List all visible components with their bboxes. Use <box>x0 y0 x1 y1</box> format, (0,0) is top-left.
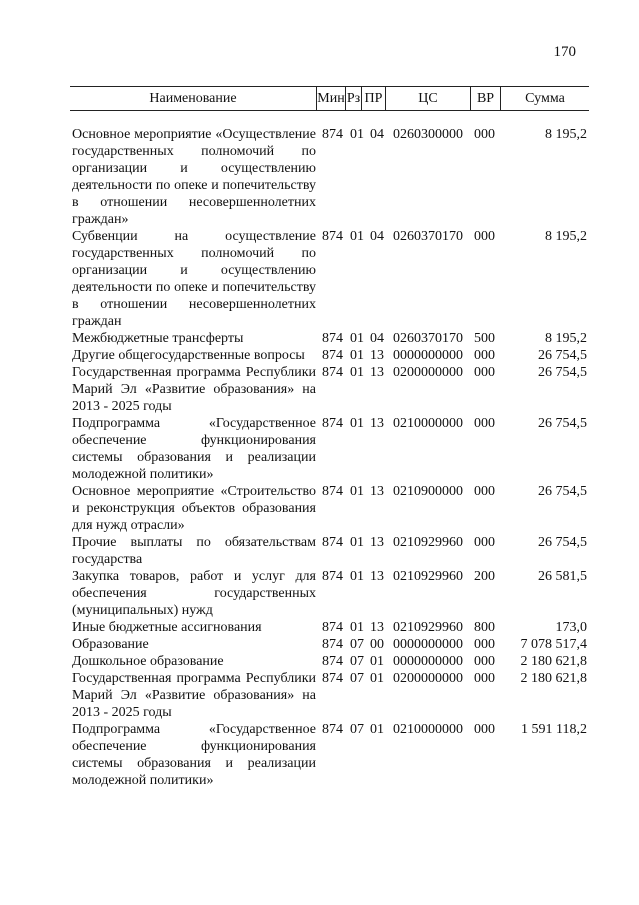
row-rz: 01 <box>350 348 364 363</box>
row-sum: 26 581,5 <box>538 569 587 584</box>
table-row <box>72 721 587 789</box>
table-row <box>72 415 587 483</box>
row-rz: 07 <box>350 654 364 669</box>
table-row <box>72 534 587 568</box>
row-vr: 000 <box>474 535 495 550</box>
row-cs: 0000000000 <box>393 654 463 669</box>
table-row <box>72 330 587 347</box>
row-pr: 13 <box>370 620 384 635</box>
row-sum: 2 180 621,8 <box>520 654 587 669</box>
row-min: 874 <box>322 127 343 142</box>
row-min: 874 <box>322 569 343 584</box>
row-name: Подпрограмма «Государственное обеспечение функционирования системы образования и реализации молодежной политики» <box>72 722 316 788</box>
row-cs: 0000000000 <box>393 348 463 363</box>
row-pr: 13 <box>370 569 384 584</box>
row-sum: 1 591 118,2 <box>521 722 587 737</box>
table-row <box>72 568 587 619</box>
row-vr: 000 <box>474 654 495 669</box>
table-row <box>72 636 587 653</box>
row-min: 874 <box>322 654 343 669</box>
row-name: Государственная программа Республики Марий Эл «Развитие образования» на 2013 - 2025 годы <box>72 671 316 720</box>
row-sum: 8 195,2 <box>545 229 587 244</box>
row-sum: 26 754,5 <box>538 348 587 363</box>
row-cs: 0210929960 <box>393 535 463 550</box>
row-pr: 04 <box>370 127 384 142</box>
row-min: 874 <box>322 348 343 363</box>
row-vr: 000 <box>474 127 495 142</box>
table-row <box>72 483 587 534</box>
row-min: 874 <box>322 535 343 550</box>
page-number: 170 <box>553 44 576 60</box>
row-min: 874 <box>322 620 343 635</box>
row-vr: 500 <box>474 331 495 346</box>
row-cs: 0210900000 <box>393 484 463 499</box>
table-row <box>72 619 587 636</box>
row-name: Иные бюджетные ассигнования <box>72 620 262 635</box>
row-vr: 000 <box>474 365 495 380</box>
row-pr: 01 <box>370 722 384 737</box>
row-name: Государственная программа Республики Марий Эл «Развитие образования» на 2013 - 2025 годы <box>72 365 316 414</box>
row-min: 874 <box>322 671 343 686</box>
row-vr: 000 <box>474 722 495 737</box>
row-min: 874 <box>322 365 343 380</box>
row-vr: 800 <box>474 620 495 635</box>
row-pr: 13 <box>370 535 384 550</box>
row-pr: 04 <box>370 331 384 346</box>
row-vr: 000 <box>474 416 495 431</box>
row-rz: 01 <box>350 569 364 584</box>
row-name: Подпрограмма «Государственное обеспечение функционирования системы образования и реализации молодежной политики» <box>72 416 316 482</box>
row-rz: 07 <box>350 671 364 686</box>
row-cs: 0210929960 <box>393 620 463 635</box>
row-pr: 13 <box>370 365 384 380</box>
row-rz: 01 <box>350 484 364 499</box>
row-vr: 000 <box>474 637 495 652</box>
row-rz: 01 <box>350 620 364 635</box>
table-row <box>72 653 587 670</box>
table-body <box>72 126 587 789</box>
row-rz: 01 <box>350 127 364 142</box>
row-name: Другие общегосударственные вопросы <box>72 348 305 363</box>
row-name: Основное мероприятие «Строительство и реконструкция объектов образования для нужд отрасли» <box>72 484 316 533</box>
row-rz: 01 <box>350 229 364 244</box>
row-cs: 0260300000 <box>393 127 463 142</box>
row-cs: 0210000000 <box>393 722 463 737</box>
row-name: Субвенции на осуществление государственных полномочий по организации и осуществлению деятельности по опеке и попечительству в отношении несовершеннолетних граждан <box>72 229 316 329</box>
table-row <box>72 126 587 228</box>
row-pr: 00 <box>370 637 384 652</box>
row-vr: 000 <box>474 671 495 686</box>
header-pr: ПР <box>361 87 385 110</box>
table-row <box>72 228 587 330</box>
row-min: 874 <box>322 484 343 499</box>
row-vr: 000 <box>474 348 495 363</box>
row-pr: 13 <box>370 348 384 363</box>
header-cs: ЦС <box>385 87 470 110</box>
row-name: Дошкольное образование <box>72 654 224 669</box>
row-pr: 01 <box>370 671 384 686</box>
row-rz: 01 <box>350 416 364 431</box>
row-sum: 8 195,2 <box>545 331 587 346</box>
row-pr: 01 <box>370 654 384 669</box>
row-name: Закупка товаров, работ и услуг для обеспечения государственных (муниципальных) нужд <box>72 569 316 618</box>
row-cs: 0200000000 <box>393 671 463 686</box>
row-sum: 2 180 621,8 <box>520 671 587 686</box>
row-name: Образование <box>72 637 149 652</box>
header-rz: Рз <box>345 87 361 110</box>
row-cs: 0210929960 <box>393 569 463 584</box>
row-min: 874 <box>322 229 343 244</box>
row-cs: 0260370170 <box>393 331 463 346</box>
header-name: Наименование <box>149 90 237 106</box>
row-name: Основное мероприятие «Осуществление государственных полномочий по организации и осуществлению деятельности по опеке и попечительству в отношении несовершеннолетних граждан» <box>72 127 316 227</box>
header-vr: ВР <box>470 87 500 110</box>
row-cs: 0200000000 <box>393 365 463 380</box>
row-sum: 26 754,5 <box>538 416 587 431</box>
row-name: Прочие выплаты по обязательствам государства <box>72 535 316 567</box>
row-sum: 26 754,5 <box>538 535 587 550</box>
row-vr: 200 <box>474 569 495 584</box>
row-rz: 07 <box>350 637 364 652</box>
row-min: 874 <box>322 722 343 737</box>
row-sum: 173,0 <box>555 620 587 635</box>
row-cs: 0210000000 <box>393 416 463 431</box>
row-pr: 04 <box>370 229 384 244</box>
table-row <box>72 364 587 415</box>
row-rz: 01 <box>350 535 364 550</box>
row-sum: 26 754,5 <box>538 365 587 380</box>
table-header <box>70 86 589 111</box>
row-name: Межбюджетные трансферты <box>72 331 244 346</box>
table-row <box>72 670 587 721</box>
row-pr: 13 <box>370 484 384 499</box>
row-cs: 0260370170 <box>393 229 463 244</box>
row-sum: 26 754,5 <box>538 484 587 499</box>
row-rz: 07 <box>350 722 364 737</box>
row-rz: 01 <box>350 331 364 346</box>
row-min: 874 <box>322 416 343 431</box>
row-sum: 7 078 517,4 <box>520 637 587 652</box>
row-min: 874 <box>322 331 343 346</box>
row-sum: 8 195,2 <box>545 127 587 142</box>
header-sum: Сумма <box>500 87 589 110</box>
row-pr: 13 <box>370 416 384 431</box>
row-rz: 01 <box>350 365 364 380</box>
row-vr: 000 <box>474 229 495 244</box>
row-min: 874 <box>322 637 343 652</box>
row-cs: 0000000000 <box>393 637 463 652</box>
table-row <box>72 347 587 364</box>
header-min: Мин <box>316 87 345 110</box>
row-vr: 000 <box>474 484 495 499</box>
